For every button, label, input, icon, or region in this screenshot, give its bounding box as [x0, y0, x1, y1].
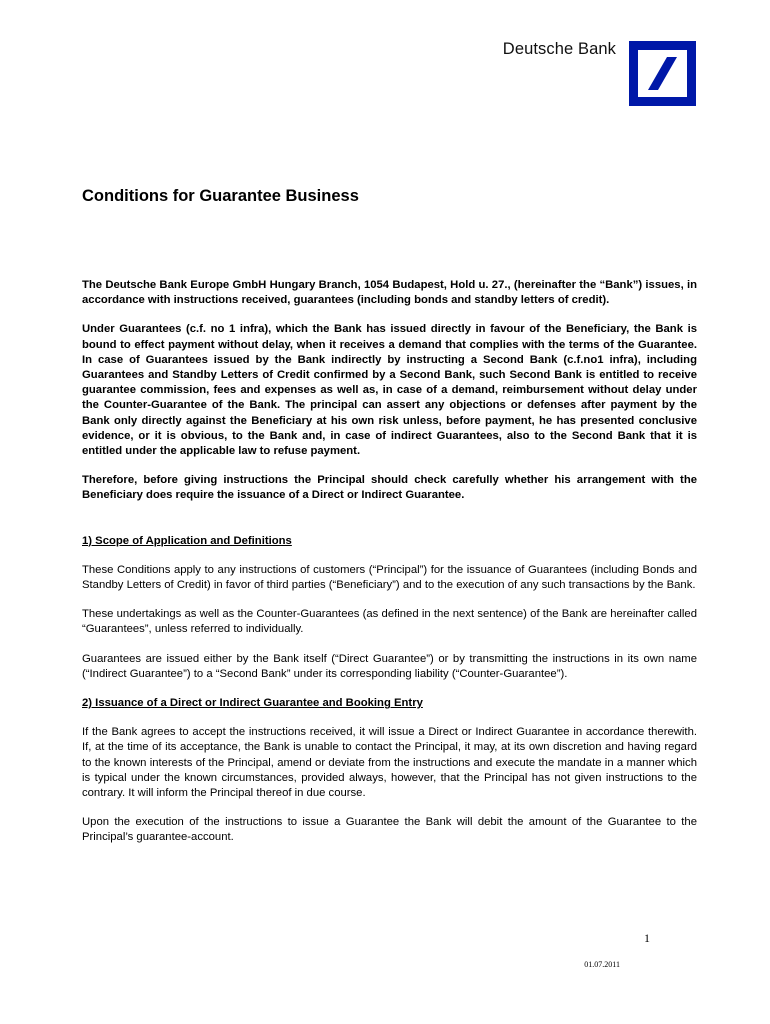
section-paragraph: If the Bank agrees to accept the instructions received, it will issue a Direct or Indirect Guarantee in accordance therewith. If, at the time of its acceptance, the Bank is unable to contact the Principal, it may, at its own discretion and having regard to the known interests of the Principal, amend or deviate from the instructions and execute the mandate in a manner which is typical under the known circumstances, provided always, however, that the Principal has not given instructions to the contrary. It will inform the Principal thereof in due course.: [82, 726, 697, 800]
brand-name: Deutsche Bank: [502, 40, 616, 58]
intro-paragraph: The Deutsche Bank Europe GmbH Hungary Branch, 1054 Budapest, Hold u. 27., (hereinafter the “Bank”) issues, in accordance with instructions received, guarantees (including bonds and standby letters of credit).: [82, 279, 697, 307]
document-body: [82, 278, 697, 860]
intro-paragraph: Therefore, before giving instructions the Principal should check carefully whether his arrangement with the Beneficiary does require the issuance of a Direct or Indirect Guarantee.: [82, 474, 697, 502]
section-heading: 2) Issuance of a Direct or Indirect Guarantee and Booking Entry: [82, 697, 423, 710]
section-heading: 1) Scope of Application and Definitions: [82, 534, 292, 547]
deutsche-bank-slash-logo-icon: [629, 41, 696, 106]
page-title: Conditions for Guarantee Business: [82, 187, 359, 205]
section-paragraph: These Conditions apply to any instructions of customers (“Principal”) for the issuance of Guarantees (including Bonds and Standby Letters of Credit) in favor of third parties (“Beneficiary”) and to the execution of any such transactions by the Bank.: [82, 563, 697, 592]
section-paragraph: Guarantees are issued either by the Bank itself (“Direct Guarantee”) or by transmitting the instructions in its own name (“Indirect Guarantee”) to a “Second Bank” under its corresponding liability (“Counter-Guarantee”).: [82, 652, 697, 680]
section-paragraph: These undertakings as well as the Counter-Guarantees (as defined in the next sentence) of the Bank are hereinafter called “Guarantees”, unless referred to individually.: [82, 608, 697, 636]
section-paragraph: Upon the execution of the instructions to issue a Guarantee the Bank will debit the amount of the Guarantee to the Principal’s guarantee-account.: [82, 816, 697, 844]
intro-paragraph: Under Guarantees (c.f. no 1 infra), which the Bank has issued directly in favour of the Beneficiary, the Bank is bound to effect payment without delay, when it receives a demand that complies with the terms of the Guarantee. In case of Guarantees issued by the Bank indirectly by instructing a Second Bank (c.f.no1 infra), including Guarantees and Standby Letters of Credit confirmed by a Second Bank, such Second Bank is entitled to receive guarantee commission, fees and expenses as well as, in case of a demand, reimbursement without delay under the Counter-Guarantee of the Bank. The principal can assert any objections or defenses after payment by the Bank only directly against the Beneficiary at his own risk unless, before payment, he has presented conclusive evidence, or it is obvious, to the Bank and, in case of indirect Guarantees, also to the Second Bank that it is entitled under the applicable law to refuse payment.: [82, 323, 697, 458]
page-number: 1: [644, 931, 650, 945]
document-date: 01.07.2011: [584, 960, 620, 969]
